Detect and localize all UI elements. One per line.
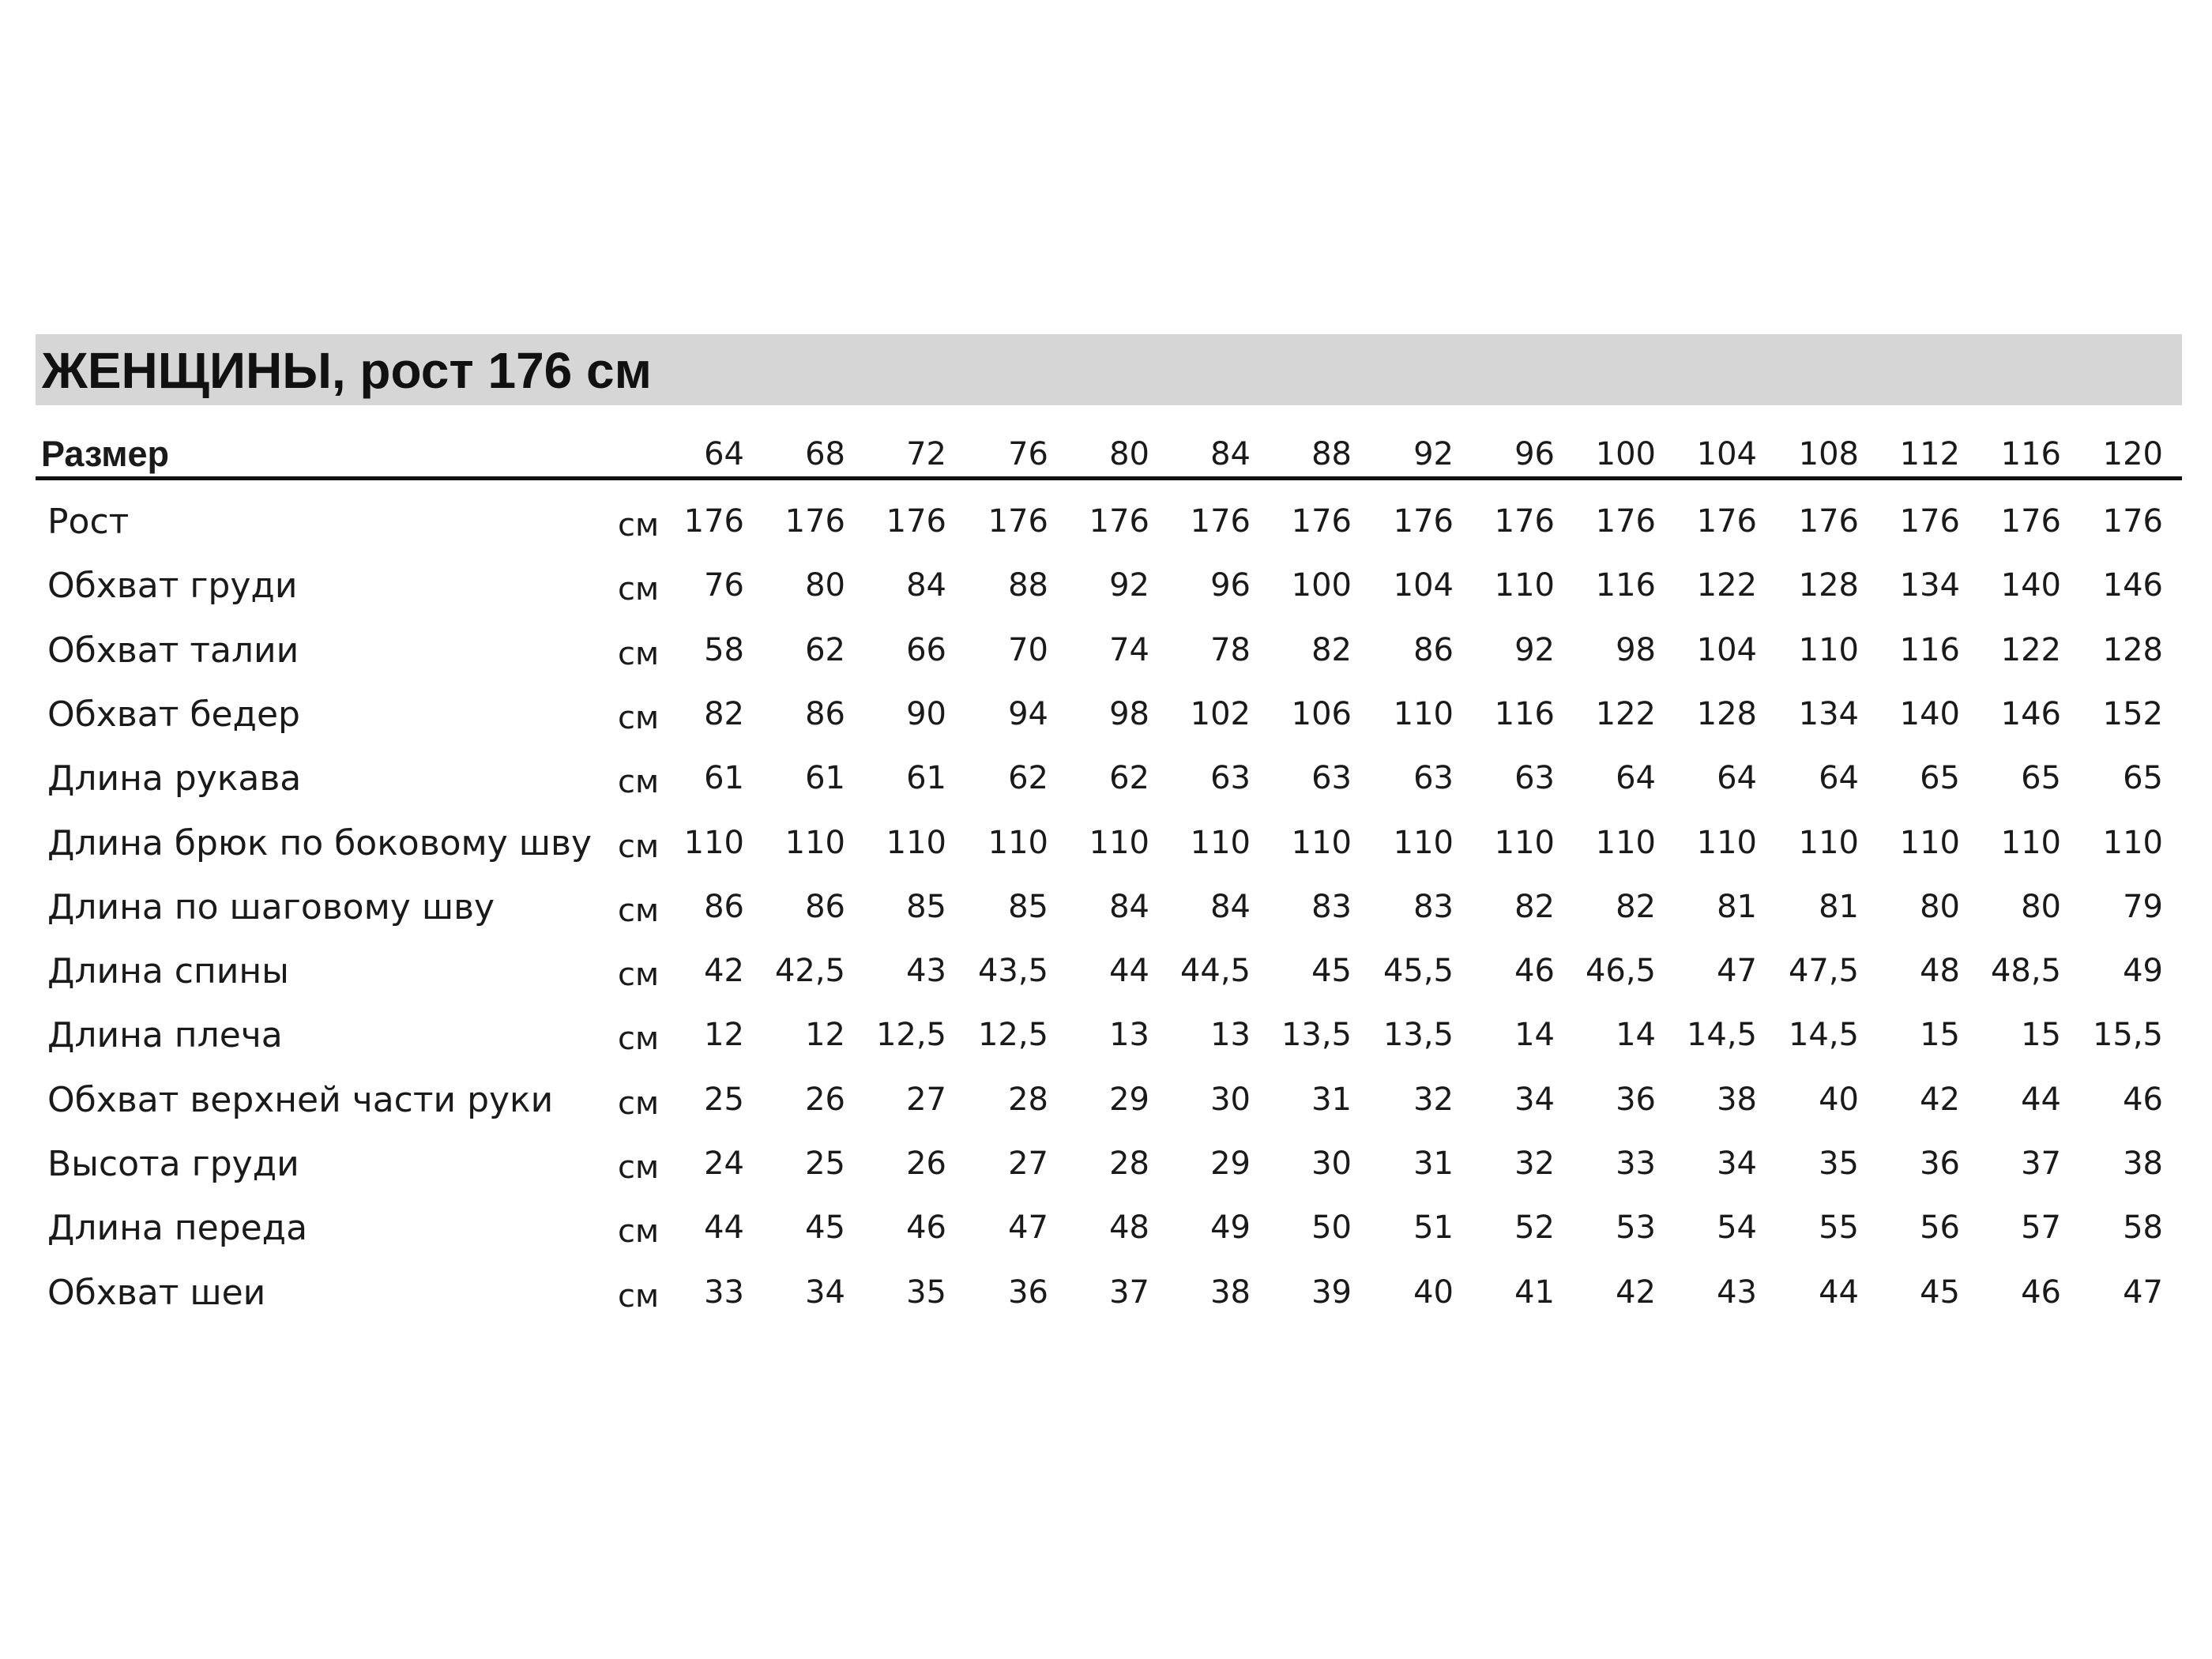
table-cell: 76 xyxy=(704,567,744,604)
table-cell: 79 xyxy=(2123,888,2163,925)
table-cell: 128 xyxy=(1696,695,1757,732)
table-cell: 61 xyxy=(906,760,946,797)
size-header-cell: 120 xyxy=(2102,436,2163,472)
measurement-label: Рост xyxy=(47,502,130,542)
table-cell: 48,5 xyxy=(1990,953,2061,990)
table-cell: 48 xyxy=(1109,1209,1149,1247)
table-cell: 110 xyxy=(1393,824,1454,861)
table-cell: 44 xyxy=(704,1209,744,1247)
table-cell: 82 xyxy=(1616,888,1656,925)
table-cell: 176 xyxy=(1798,503,1859,540)
table-cell: 52 xyxy=(1514,1209,1555,1247)
measurement-label: Длина брюк по боковому шву xyxy=(47,822,592,863)
table-cell: 46 xyxy=(2021,1273,2061,1311)
table-row xyxy=(0,1068,2212,1132)
table-row xyxy=(0,811,2212,875)
table-cell: 30 xyxy=(1311,1146,1352,1182)
table-cell: 36 xyxy=(1920,1146,1960,1182)
table-cell: 47 xyxy=(1008,1209,1048,1247)
table-cell: 82 xyxy=(1514,888,1555,925)
table-cell: 134 xyxy=(1899,567,1960,604)
table-cell: 46 xyxy=(1514,953,1555,990)
table-cell: 61 xyxy=(805,760,845,797)
table-cell: 110 xyxy=(1291,824,1352,861)
table-cell: 15,5 xyxy=(2092,1017,2163,1054)
table-cell: 74 xyxy=(1109,631,1149,668)
table-cell: 176 xyxy=(784,503,845,540)
table-cell: 56 xyxy=(1920,1209,1960,1247)
table-cell: 176 xyxy=(2000,503,2061,540)
size-header-cell: 104 xyxy=(1696,436,1757,472)
table-cell: 86 xyxy=(805,695,845,732)
table-cell: 40 xyxy=(1819,1081,1859,1118)
table-row xyxy=(0,554,2212,618)
measurement-label: Длина плеча xyxy=(47,1015,283,1056)
table-cell: 27 xyxy=(1008,1146,1048,1182)
table-cell: 14 xyxy=(1514,1017,1555,1054)
table-cell: 64 xyxy=(1616,760,1656,797)
table-cell: 65 xyxy=(2021,760,2061,797)
table-cell: 47 xyxy=(2123,1273,2163,1311)
measurement-unit: см xyxy=(618,892,660,929)
table-cell: 176 xyxy=(1393,503,1454,540)
table-cell: 62 xyxy=(805,631,845,668)
table-cell: 116 xyxy=(1494,695,1555,732)
table-row xyxy=(0,1196,2212,1260)
table-cell: 70 xyxy=(1008,631,1048,668)
table-cell: 46 xyxy=(906,1209,946,1247)
measurement-unit: см xyxy=(618,1149,660,1186)
table-cell: 36 xyxy=(1616,1081,1656,1118)
table-cell: 38 xyxy=(2123,1146,2163,1182)
measurement-unit: см xyxy=(618,1085,660,1122)
table-cell: 13 xyxy=(1109,1017,1149,1054)
table-cell: 64 xyxy=(1819,760,1859,797)
size-header-cell: 96 xyxy=(1514,436,1555,472)
table-cell: 82 xyxy=(704,695,744,732)
table-cell: 34 xyxy=(1717,1146,1757,1182)
table-cell: 104 xyxy=(1393,567,1454,604)
table-cell: 31 xyxy=(1311,1081,1352,1118)
table-cell: 176 xyxy=(886,503,946,540)
table-cell: 43 xyxy=(906,953,946,990)
table-cell: 32 xyxy=(1514,1146,1555,1182)
table-cell: 110 xyxy=(1089,824,1149,861)
table-cell: 35 xyxy=(906,1273,946,1311)
table-cell: 84 xyxy=(1210,888,1251,925)
table-cell: 15 xyxy=(2021,1017,2061,1054)
size-header-cell: 112 xyxy=(1899,436,1960,472)
table-row xyxy=(0,1003,2212,1067)
table-cell: 34 xyxy=(805,1273,845,1311)
table-row xyxy=(0,619,2212,683)
table-cell: 24 xyxy=(704,1146,744,1182)
table-cell: 45,5 xyxy=(1382,953,1454,990)
table-cell: 38 xyxy=(1210,1273,1251,1311)
table-cell: 78 xyxy=(1210,631,1251,668)
table-cell: 110 xyxy=(1899,824,1960,861)
table-cell: 14 xyxy=(1616,1017,1656,1054)
table-row xyxy=(0,490,2212,554)
size-header-cell: 108 xyxy=(1798,436,1859,472)
table-cell: 13,5 xyxy=(1382,1017,1454,1054)
table-cell: 110 xyxy=(886,824,946,861)
table-cell: 86 xyxy=(805,888,845,925)
table-row xyxy=(0,1261,2212,1325)
measurement-unit: см xyxy=(618,571,660,608)
table-cell: 14,5 xyxy=(1788,1017,1859,1054)
table-cell: 128 xyxy=(1798,567,1859,604)
table-cell: 46 xyxy=(2123,1081,2163,1118)
table-row xyxy=(0,1132,2212,1196)
table-cell: 15 xyxy=(1920,1017,1960,1054)
table-cell: 98 xyxy=(1616,631,1656,668)
table-cell: 45 xyxy=(805,1209,845,1247)
size-header-cell: 88 xyxy=(1311,436,1352,472)
table-cell: 176 xyxy=(1291,503,1352,540)
table-cell: 44 xyxy=(2021,1081,2061,1118)
table-cell: 36 xyxy=(1008,1273,1048,1311)
table-cell: 46,5 xyxy=(1585,953,1656,990)
size-header-cell: 80 xyxy=(1109,436,1149,472)
table-cell: 63 xyxy=(1413,760,1454,797)
table-cell: 43 xyxy=(1717,1273,1757,1311)
table-cell: 122 xyxy=(1696,567,1757,604)
table-cell: 83 xyxy=(1413,888,1454,925)
table-cell: 110 xyxy=(1494,567,1555,604)
table-cell: 110 xyxy=(1798,824,1859,861)
size-header-cell: 116 xyxy=(2000,436,2061,472)
table-cell: 152 xyxy=(2102,695,2163,732)
measurement-label: Длина переда xyxy=(47,1208,308,1249)
table-cell: 62 xyxy=(1008,760,1048,797)
table-cell: 34 xyxy=(1514,1081,1555,1118)
measurement-unit: см xyxy=(618,1213,660,1251)
table-cell: 47 xyxy=(1717,953,1757,990)
table-cell: 110 xyxy=(1798,631,1859,668)
measurement-label: Обхват талии xyxy=(47,630,299,671)
table-cell: 13,5 xyxy=(1281,1017,1352,1054)
table-cell: 122 xyxy=(1595,695,1656,732)
table-row xyxy=(0,747,2212,811)
size-header-cell: 64 xyxy=(704,436,744,472)
table-cell: 44 xyxy=(1109,953,1149,990)
table-cell: 96 xyxy=(1210,567,1251,604)
measurement-unit: см xyxy=(618,635,660,672)
table-cell: 26 xyxy=(906,1146,946,1182)
table-cell: 44 xyxy=(1819,1273,1859,1311)
table-cell: 41 xyxy=(1514,1273,1555,1311)
table-cell: 100 xyxy=(1291,567,1352,604)
size-header-cell: 84 xyxy=(1210,436,1251,472)
table-cell: 140 xyxy=(1899,695,1960,732)
table-cell: 26 xyxy=(805,1081,845,1118)
table-cell: 110 xyxy=(683,824,744,861)
table-cell: 49 xyxy=(2123,953,2163,990)
table-cell: 25 xyxy=(805,1146,845,1182)
table-cell: 29 xyxy=(1109,1081,1149,1118)
table-cell: 110 xyxy=(1190,824,1251,861)
table-cell: 86 xyxy=(1413,631,1454,668)
table-cell: 92 xyxy=(1109,567,1149,604)
page-title: ЖЕНЩИНЫ, рост 176 см xyxy=(42,342,652,399)
table-cell: 58 xyxy=(704,631,744,668)
size-header-cell: 92 xyxy=(1413,436,1454,472)
table-row xyxy=(0,683,2212,747)
table-cell: 58 xyxy=(2123,1209,2163,1247)
measurement-label: Длина спины xyxy=(47,951,289,992)
table-cell: 47,5 xyxy=(1788,953,1859,990)
table-cell: 98 xyxy=(1109,695,1149,732)
table-cell: 85 xyxy=(906,888,946,925)
table-cell: 110 xyxy=(2000,824,2061,861)
measurement-label: Обхват шеи xyxy=(47,1272,266,1313)
table-cell: 28 xyxy=(1109,1146,1149,1182)
table-row xyxy=(0,939,2212,1003)
table-cell: 44,5 xyxy=(1179,953,1251,990)
table-cell: 35 xyxy=(1819,1146,1859,1182)
size-header-label: Размер xyxy=(41,434,170,474)
table-cell: 116 xyxy=(1595,567,1656,604)
table-cell: 176 xyxy=(683,503,744,540)
table-cell: 50 xyxy=(1311,1209,1352,1247)
table-cell: 53 xyxy=(1616,1209,1656,1247)
table-cell: 146 xyxy=(2102,567,2163,604)
table-cell: 42 xyxy=(1920,1081,1960,1118)
table-cell: 33 xyxy=(1616,1146,1656,1182)
table-cell: 62 xyxy=(1109,760,1149,797)
table-cell: 176 xyxy=(1595,503,1656,540)
table-cell: 12 xyxy=(704,1017,744,1054)
table-cell: 90 xyxy=(906,695,946,732)
table-cell: 176 xyxy=(1696,503,1757,540)
measurement-label: Обхват груди xyxy=(47,566,298,607)
measurement-unit: см xyxy=(618,507,660,544)
measurement-label: Высота груди xyxy=(47,1144,299,1184)
table-row xyxy=(0,875,2212,939)
table-cell: 12,5 xyxy=(875,1017,946,1054)
table-cell: 38 xyxy=(1717,1081,1757,1118)
table-cell: 80 xyxy=(805,567,845,604)
table-cell: 122 xyxy=(2000,631,2061,668)
table-cell: 85 xyxy=(1008,888,1048,925)
measurement-unit: см xyxy=(618,1021,660,1058)
table-cell: 64 xyxy=(1717,760,1757,797)
table-cell: 84 xyxy=(1109,888,1149,925)
table-cell: 81 xyxy=(1717,888,1757,925)
table-cell: 25 xyxy=(704,1081,744,1118)
table-cell: 116 xyxy=(1899,631,1960,668)
table-cell: 14,5 xyxy=(1686,1017,1757,1054)
table-cell: 55 xyxy=(1819,1209,1859,1247)
table-cell: 37 xyxy=(2021,1146,2061,1182)
table-cell: 28 xyxy=(1008,1081,1048,1118)
table-cell: 140 xyxy=(2000,567,2061,604)
table-cell: 37 xyxy=(1109,1273,1149,1311)
measurement-unit: см xyxy=(618,957,660,994)
size-header-cell: 68 xyxy=(805,436,845,472)
table-cell: 102 xyxy=(1190,695,1251,732)
measurement-label: Обхват верхней части руки xyxy=(47,1079,554,1120)
table-cell: 63 xyxy=(1311,760,1352,797)
table-cell: 30 xyxy=(1210,1081,1251,1118)
table-cell: 65 xyxy=(1920,760,1960,797)
table-cell: 27 xyxy=(906,1081,946,1118)
table-cell: 63 xyxy=(1514,760,1555,797)
table-cell: 134 xyxy=(1798,695,1859,732)
table-cell: 83 xyxy=(1311,888,1352,925)
measurement-unit: см xyxy=(618,764,660,801)
table-cell: 45 xyxy=(1920,1273,1960,1311)
table-cell: 92 xyxy=(1514,631,1555,668)
table-cell: 106 xyxy=(1291,695,1352,732)
table-cell: 65 xyxy=(2123,760,2163,797)
table-cell: 66 xyxy=(906,631,946,668)
table-cell: 104 xyxy=(1696,631,1757,668)
table-cell: 146 xyxy=(2000,695,2061,732)
table-cell: 86 xyxy=(704,888,744,925)
table-cell: 54 xyxy=(1717,1209,1757,1247)
table-cell: 51 xyxy=(1413,1209,1454,1247)
table-cell: 110 xyxy=(784,824,845,861)
table-cell: 88 xyxy=(1008,567,1048,604)
table-cell: 48 xyxy=(1920,953,1960,990)
table-cell: 110 xyxy=(1696,824,1757,861)
table-cell: 84 xyxy=(906,567,946,604)
size-header-cell: 72 xyxy=(906,436,946,472)
table-cell: 12,5 xyxy=(977,1017,1048,1054)
table-cell: 49 xyxy=(1210,1209,1251,1247)
table-cell: 110 xyxy=(1494,824,1555,861)
measurement-label: Обхват бедер xyxy=(47,694,300,735)
table-cell: 32 xyxy=(1413,1081,1454,1118)
table-cell: 176 xyxy=(1899,503,1960,540)
measurement-unit: см xyxy=(618,828,660,865)
table-cell: 61 xyxy=(704,760,744,797)
table-cell: 43,5 xyxy=(977,953,1048,990)
table-cell: 81 xyxy=(1819,888,1859,925)
table-cell: 176 xyxy=(988,503,1048,540)
measurement-unit: см xyxy=(618,699,660,736)
table-cell: 39 xyxy=(1311,1273,1352,1311)
table-cell: 42,5 xyxy=(774,953,845,990)
table-cell: 176 xyxy=(1190,503,1251,540)
table-cell: 110 xyxy=(1393,695,1454,732)
table-cell: 80 xyxy=(2021,888,2061,925)
size-header-cell: 76 xyxy=(1008,436,1048,472)
table-cell: 33 xyxy=(704,1273,744,1311)
size-header-row xyxy=(0,427,2212,482)
table-title-bar xyxy=(36,334,2182,405)
table-cell: 29 xyxy=(1210,1146,1251,1182)
table-cell: 40 xyxy=(1413,1273,1454,1311)
table-cell: 42 xyxy=(704,953,744,990)
table-cell: 63 xyxy=(1210,760,1251,797)
table-cell: 94 xyxy=(1008,695,1048,732)
table-cell: 42 xyxy=(1616,1273,1656,1311)
measurement-label: Длина рукава xyxy=(47,758,302,799)
size-header-cell: 100 xyxy=(1595,436,1656,472)
table-cell: 45 xyxy=(1311,953,1352,990)
table-cell: 110 xyxy=(2102,824,2163,861)
measurement-label: Длина по шаговому шву xyxy=(47,886,495,927)
table-cell: 176 xyxy=(2102,503,2163,540)
table-cell: 82 xyxy=(1311,631,1352,668)
header-divider xyxy=(36,476,2182,480)
table-cell: 13 xyxy=(1210,1017,1251,1054)
table-cell: 176 xyxy=(1494,503,1555,540)
table-cell: 80 xyxy=(1920,888,1960,925)
table-cell: 176 xyxy=(1089,503,1149,540)
table-cell: 57 xyxy=(2021,1209,2061,1247)
table-cell: 31 xyxy=(1413,1146,1454,1182)
table-cell: 12 xyxy=(805,1017,845,1054)
table-cell: 110 xyxy=(1595,824,1656,861)
table-cell: 128 xyxy=(2102,631,2163,668)
table-cell: 110 xyxy=(988,824,1048,861)
measurement-unit: см xyxy=(618,1277,660,1315)
